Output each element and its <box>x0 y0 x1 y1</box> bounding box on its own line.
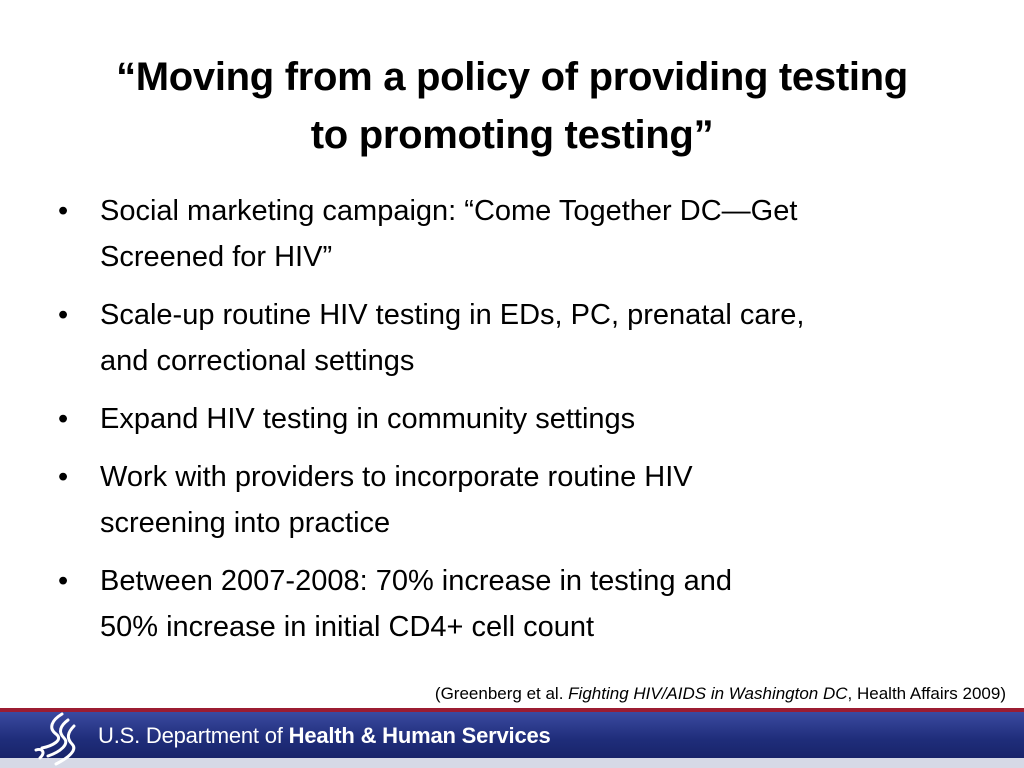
bullet-text-line-2: screening into practice <box>100 507 391 539</box>
bullet-text-line-2: and correctional settings <box>100 345 415 377</box>
bullet-item <box>58 292 978 384</box>
citation-suffix: , Health Affairs 2009) <box>847 684 1006 703</box>
bullet-list <box>58 188 978 662</box>
bullet-item <box>58 454 978 546</box>
bullet-marker: • <box>58 403 69 435</box>
bullet-marker: • <box>58 195 69 227</box>
bullet-text-line-2: Screened for HIV” <box>100 241 333 273</box>
footer-bottom-strip <box>0 758 1024 768</box>
citation-prefix: (Greenberg et al. <box>434 684 569 703</box>
hhs-eagle-icon <box>22 708 86 768</box>
slide-title <box>40 48 984 164</box>
title-line-2: to promoting testing” <box>310 113 714 157</box>
bullet-item <box>58 396 978 442</box>
title-line-1: “Moving from a policy of providing testing <box>116 55 908 99</box>
bullet-text-line-1: Work with providers to incorporate routine HIV <box>100 461 693 493</box>
bullet-item <box>58 558 978 650</box>
bullet-text-line-1: Social marketing campaign: “Come Together DC—Get <box>100 195 798 227</box>
footer-banner <box>0 708 1024 768</box>
citation <box>435 682 1006 706</box>
bullet-item <box>58 188 978 280</box>
bullet-marker: • <box>58 299 69 331</box>
bullet-marker: • <box>58 461 69 493</box>
bullet-text-line-1: Between 2007-2008: 70% increase in testing and <box>100 565 732 597</box>
department-name <box>98 719 551 753</box>
department-prefix: U.S. Department of <box>98 723 289 748</box>
citation-title: Fighting HIV/AIDS in Washington DC <box>568 684 848 703</box>
bullet-marker: • <box>58 565 69 597</box>
bullet-text-line-1: Expand HIV testing in community settings <box>100 403 636 435</box>
department-agency: Health & Human Services <box>288 723 551 748</box>
bullet-text-line-1: Scale-up routine HIV testing in EDs, PC, prenatal care, <box>100 299 805 331</box>
bullet-text-line-2: 50% increase in initial CD4+ cell count <box>100 611 595 643</box>
